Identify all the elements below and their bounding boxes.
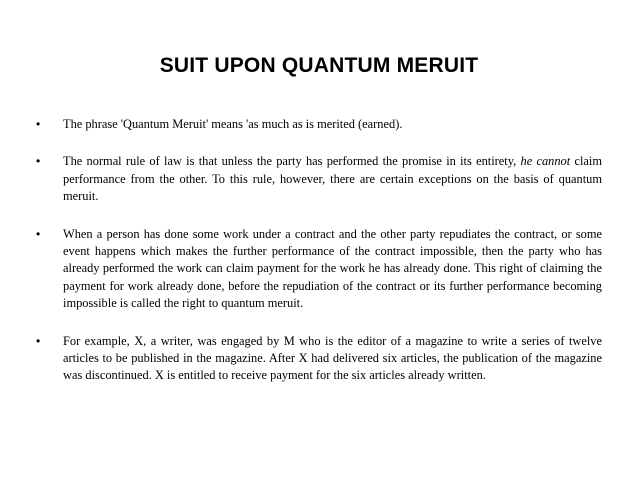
bullet-item-2 — [36, 153, 602, 205]
bullet-text-italic: he cannot — [520, 154, 571, 169]
bullet-text: claim performance from the other. To this rule, however, there are certain exceptions on the basis of quantum meruit. — [63, 154, 602, 204]
bullet-text: When a person has done some work under a contract and the other party repudiates the contract, or some event happens which makes the further performance of the contract impossible, then the party who has already performed the work can claim payment for the work he has already done. This right of claiming the payment for work already done, before the repudiation of the contract or its further performance becoming impossible is called the right to quantum meruit. — [63, 226, 602, 311]
bullet-item-1 — [36, 116, 602, 133]
bullet-icon: • — [36, 154, 41, 169]
bullet-item-3 — [36, 226, 602, 313]
bullet-text: The normal rule of law is that unless the party has performed the promise in its entirety, — [63, 154, 521, 169]
bullet-item-4 — [36, 333, 602, 385]
bullet-list — [36, 116, 602, 405]
bullet-text: For example, X, a writer, was engaged by M who is the editor of a magazine to write a series of twelve articles to be published in the magazine. After X had delivered six articles, the publication of the magazine was discontinued. X is entitled to receive payment for the six articles already written. — [63, 333, 602, 383]
bullet-icon: • — [36, 333, 41, 348]
bullet-text: The phrase 'Quantum Meruit' means 'as much as is merited (earned). — [63, 117, 403, 131]
slide-title: SUIT UPON QUANTUM MERUIT — [159, 54, 479, 77]
bullet-icon: • — [36, 226, 41, 241]
bullet-icon: • — [36, 117, 41, 131]
